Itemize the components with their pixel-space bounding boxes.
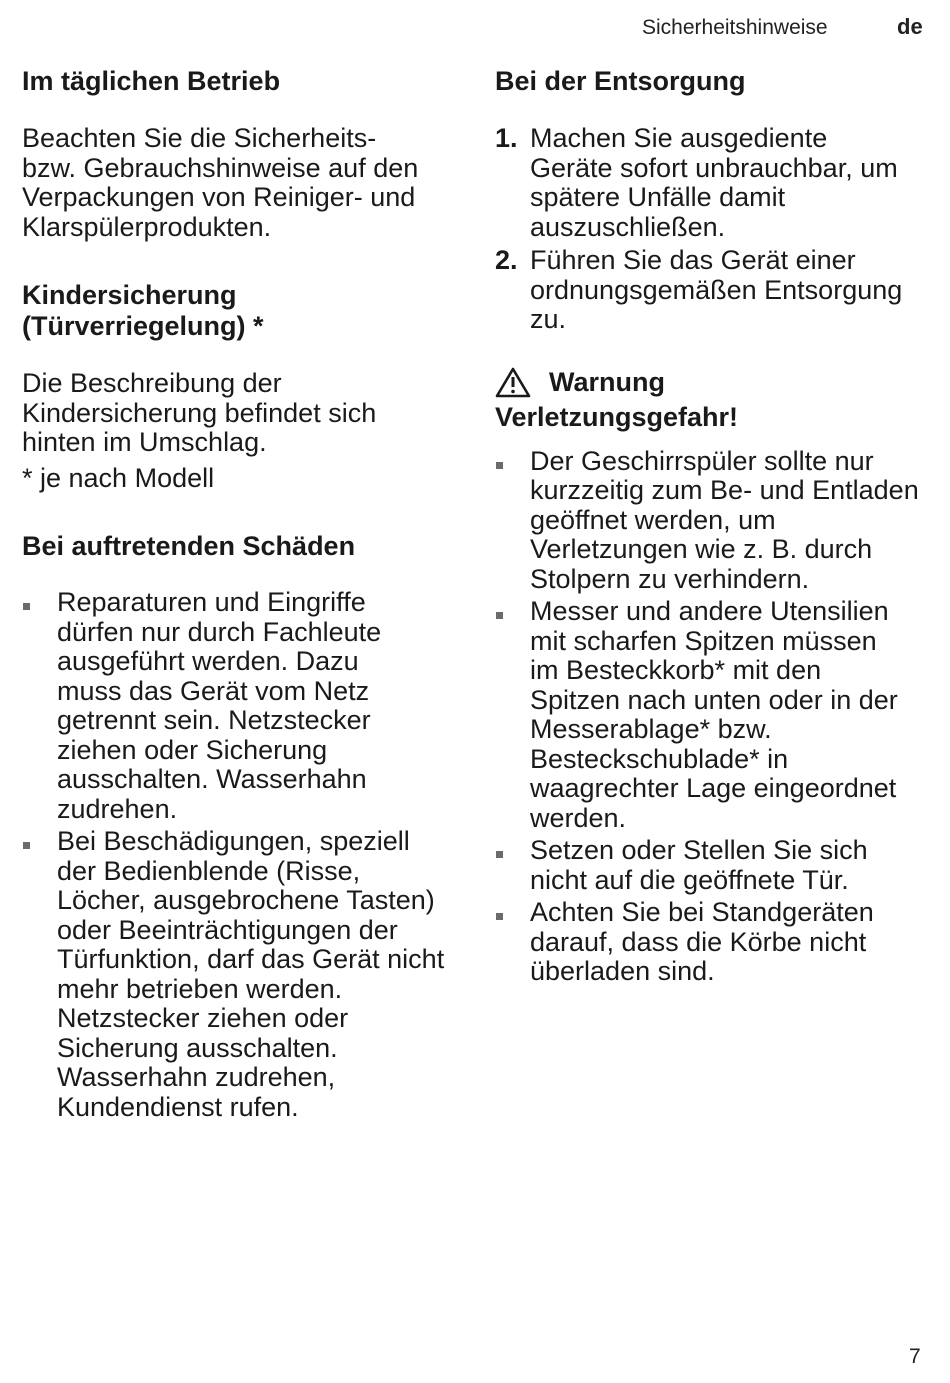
list-item-text: Setzen oder Stellen Sie sich nicht auf die geöffnete Tür. <box>530 835 868 895</box>
step-number: 2. <box>495 245 518 275</box>
damage-heading: Bei auftretenden Schäden <box>22 531 356 561</box>
daily-operation-section <box>22 66 462 242</box>
header-language-code: de <box>897 14 923 39</box>
child-lock-section <box>22 280 462 493</box>
square-bullet-icon <box>496 913 503 920</box>
warning-list <box>495 447 925 987</box>
disposal-steps <box>495 124 905 335</box>
square-bullet-icon <box>23 842 30 849</box>
model-note: * je nach Modell <box>22 462 215 493</box>
list-item <box>495 246 905 335</box>
step-number: 1. <box>495 123 518 153</box>
header-section-title: Sicherheitshinweise <box>642 16 828 39</box>
list-item <box>22 588 417 824</box>
warning-title: Warnung <box>549 366 665 397</box>
disposal-heading: Bei der Entsorgung <box>495 66 746 96</box>
right-column <box>495 66 935 990</box>
square-bullet-icon <box>496 462 503 469</box>
list-item-text: Bei Beschädigungen, speziell der Bedienblende (Risse, Löcher, ausgebrochene Tasten) oder Beeinträchtigungen der Türfunktion, darf das Gerät nicht mehr betrieben werden. Netzstecker ziehen oder Sicherung ausschalten. Wasserhahn zudrehen, Kundendienst rufen. <box>57 826 445 1122</box>
daily-operation-heading: Im täglichen Betrieb <box>22 66 281 96</box>
daily-operation-text: Beachten Sie die Sicherheits- bzw. Gebrauchshinweise auf den Verpackungen von Reiniger- und Klarspülerprodukten. <box>22 123 419 242</box>
step-text: Machen Sie ausgediente Geräte sofort unbrauchbar, um spätere Unfälle damit auszuschließen. <box>530 123 898 242</box>
warning-subtitle: Verletzungsgefahr! <box>495 401 739 432</box>
step-text: Führen Sie das Gerät einer ordnungsgemäßen Entsorgung zu. <box>530 245 903 334</box>
list-item-text: Achten Sie bei Standgeräten darauf, dass die Körbe nicht überladen sind. <box>530 897 874 986</box>
square-bullet-icon <box>23 603 30 610</box>
list-item-text: Reparaturen und Eingriffe dürfen nur durch Fachleute ausgeführt werden. Dazu muss das Gerät vom Netz getrennt sein. Netzstecker ziehen oder Sicherung ausschalten. Wasserhahn zudrehen. <box>57 587 382 824</box>
warning-triangle-icon <box>495 367 531 398</box>
square-bullet-icon <box>496 612 503 619</box>
child-lock-heading-line1: Kindersicherung <box>22 280 237 310</box>
child-lock-heading <box>22 280 462 342</box>
list-item <box>495 124 905 242</box>
warning-section <box>495 367 935 987</box>
list-item <box>495 597 900 833</box>
list-item <box>495 836 900 895</box>
left-column <box>22 66 462 1125</box>
disposal-section <box>495 66 935 335</box>
list-item <box>495 447 925 595</box>
square-bullet-icon <box>496 851 503 858</box>
list-item <box>22 827 452 1122</box>
damage-list <box>22 588 462 1122</box>
damage-section <box>22 531 462 1122</box>
list-item <box>495 898 920 987</box>
list-item-text: Messer und andere Utensilien mit scharfen Spitzen müssen im Besteckkorb* mit den Spitzen nach unten oder in der Messerablage* bzw. Besteckschublade* in waagrechter Lage eingeordnet werden. <box>530 596 898 833</box>
list-item-text: Der Geschirrspüler sollte nur kurzzeitig zum Be- und Entladen geöffnet werden, um Verletzungen wie z. B. durch Stolpern zu verhindern. <box>530 445 919 594</box>
page-number: 7 <box>909 1345 921 1368</box>
warning-heading <box>495 367 935 398</box>
child-lock-heading-line2: (Türverriegelung) * <box>22 311 264 341</box>
child-lock-text: Die Beschreibung der Kindersicherung befindet sich hinten im Umschlag. <box>22 368 377 457</box>
